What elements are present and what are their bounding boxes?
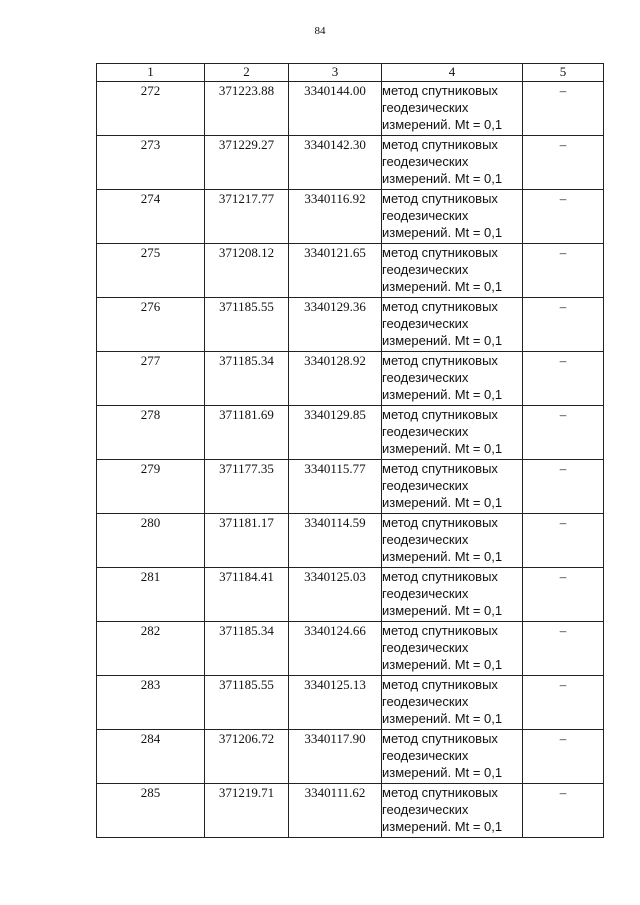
- point-number: 279: [97, 460, 205, 514]
- method-line: измерений. Mt = 0,1: [382, 441, 503, 456]
- point-number: 278: [97, 406, 205, 460]
- method-line: метод спутниковых: [382, 137, 498, 152]
- coordinate-y: 3340125.13: [289, 676, 382, 730]
- point-number: 283: [97, 676, 205, 730]
- method-line: измерений. Mt = 0,1: [382, 333, 503, 348]
- method-cell: [382, 784, 523, 838]
- column-5-value: –: [523, 622, 604, 676]
- method-cell: [382, 406, 523, 460]
- table-row: [97, 244, 604, 298]
- method-line: геодезических: [382, 154, 469, 169]
- table-row: [97, 568, 604, 622]
- coordinate-x: 371185.34: [205, 622, 289, 676]
- point-number: 277: [97, 352, 205, 406]
- page-number: 84: [314, 25, 326, 37]
- coordinate-x: 371206.72: [205, 730, 289, 784]
- point-number: 275: [97, 244, 205, 298]
- point-number: 285: [97, 784, 205, 838]
- point-number: 276: [97, 298, 205, 352]
- method-line: метод спутниковых: [382, 569, 498, 584]
- method-line: измерений. Mt = 0,1: [382, 549, 503, 564]
- method-line: геодезических: [382, 640, 469, 655]
- table-row: [97, 676, 604, 730]
- method-line: измерений. Mt = 0,1: [382, 171, 503, 186]
- point-number: 274: [97, 190, 205, 244]
- method-line: метод спутниковых: [382, 623, 498, 638]
- table-row: [97, 298, 604, 352]
- coordinate-y: 3340129.85: [289, 406, 382, 460]
- coordinate-x: 371219.71: [205, 784, 289, 838]
- point-number: 273: [97, 136, 205, 190]
- coordinate-y: 3340115.77: [289, 460, 382, 514]
- coordinate-x: 371217.77: [205, 190, 289, 244]
- method-line: измерений. Mt = 0,1: [382, 387, 503, 402]
- column-5-value: –: [523, 352, 604, 406]
- method-line: метод спутниковых: [382, 677, 498, 692]
- method-line: геодезических: [382, 586, 469, 601]
- method-cell: [382, 460, 523, 514]
- table-row: [97, 82, 604, 136]
- method-line: измерений. Mt = 0,1: [382, 225, 503, 240]
- method-cell: [382, 298, 523, 352]
- column-header-4: 4: [382, 64, 523, 82]
- coordinate-y: 3340142.30: [289, 136, 382, 190]
- column-5-value: –: [523, 298, 604, 352]
- table-body: [97, 82, 604, 838]
- method-line: метод спутниковых: [382, 515, 498, 530]
- coordinate-x: 371185.55: [205, 298, 289, 352]
- coordinate-y: 3340111.62: [289, 784, 382, 838]
- method-line: измерений. Mt = 0,1: [382, 279, 503, 294]
- method-line: геодезических: [382, 424, 469, 439]
- method-line: метод спутниковых: [382, 731, 498, 746]
- column-5-value: –: [523, 406, 604, 460]
- point-number: 282: [97, 622, 205, 676]
- method-line: метод спутниковых: [382, 407, 498, 422]
- method-line: геодезических: [382, 748, 469, 763]
- column-5-value: –: [523, 784, 604, 838]
- method-cell: [382, 190, 523, 244]
- column-header-1: 1: [97, 64, 205, 82]
- method-line: метод спутниковых: [382, 299, 498, 314]
- table-row: [97, 352, 604, 406]
- table-row: [97, 730, 604, 784]
- point-number: 284: [97, 730, 205, 784]
- coordinate-x: 371181.17: [205, 514, 289, 568]
- coordinate-x: 371223.88: [205, 82, 289, 136]
- coordinates-table: [96, 63, 604, 838]
- coordinate-y: 3340144.00: [289, 82, 382, 136]
- method-cell: [382, 568, 523, 622]
- coordinate-y: 3340128.92: [289, 352, 382, 406]
- coordinate-x: 371184.41: [205, 568, 289, 622]
- coordinate-x: 371185.34: [205, 352, 289, 406]
- method-line: измерений. Mt = 0,1: [382, 657, 503, 672]
- table-row: [97, 514, 604, 568]
- coordinate-y: 3340124.66: [289, 622, 382, 676]
- coordinate-x: 371229.27: [205, 136, 289, 190]
- method-cell: [382, 136, 523, 190]
- table-row: [97, 190, 604, 244]
- method-cell: [382, 514, 523, 568]
- column-header-3: 3: [289, 64, 382, 82]
- method-cell: [382, 82, 523, 136]
- table-row: [97, 622, 604, 676]
- coordinate-y: 3340114.59: [289, 514, 382, 568]
- method-cell: [382, 730, 523, 784]
- column-5-value: –: [523, 244, 604, 298]
- method-cell: [382, 622, 523, 676]
- column-5-value: –: [523, 730, 604, 784]
- coordinate-x: 371177.35: [205, 460, 289, 514]
- method-line: измерений. Mt = 0,1: [382, 819, 503, 834]
- method-line: метод спутниковых: [382, 353, 498, 368]
- method-line: измерений. Mt = 0,1: [382, 117, 503, 132]
- method-line: геодезических: [382, 478, 469, 493]
- coordinate-y: 3340129.36: [289, 298, 382, 352]
- table-row: [97, 406, 604, 460]
- method-line: метод спутниковых: [382, 785, 498, 800]
- method-line: геодезических: [382, 802, 469, 817]
- coordinate-x: 371185.55: [205, 676, 289, 730]
- column-header-2: 2: [205, 64, 289, 82]
- method-line: метод спутниковых: [382, 191, 498, 206]
- table-row: [97, 460, 604, 514]
- method-line: геодезических: [382, 100, 469, 115]
- point-number: 272: [97, 82, 205, 136]
- table-row: [97, 784, 604, 838]
- method-cell: [382, 244, 523, 298]
- method-line: измерений. Mt = 0,1: [382, 495, 503, 510]
- method-line: метод спутниковых: [382, 461, 498, 476]
- method-line: геодезических: [382, 370, 469, 385]
- coordinate-x: 371208.12: [205, 244, 289, 298]
- method-line: измерений. Mt = 0,1: [382, 765, 503, 780]
- column-5-value: –: [523, 82, 604, 136]
- method-line: измерений. Mt = 0,1: [382, 603, 503, 618]
- column-5-value: –: [523, 514, 604, 568]
- column-5-value: –: [523, 136, 604, 190]
- coordinate-y: 3340117.90: [289, 730, 382, 784]
- coordinate-y: 3340125.03: [289, 568, 382, 622]
- method-line: геодезических: [382, 316, 469, 331]
- method-line: геодезических: [382, 262, 469, 277]
- column-5-value: –: [523, 568, 604, 622]
- table-row: [97, 136, 604, 190]
- coordinate-y: 3340121.65: [289, 244, 382, 298]
- column-header-5: 5: [523, 64, 604, 82]
- point-number: 280: [97, 514, 205, 568]
- column-5-value: –: [523, 190, 604, 244]
- method-line: метод спутниковых: [382, 245, 498, 260]
- coordinate-x: 371181.69: [205, 406, 289, 460]
- method-line: измерений. Mt = 0,1: [382, 711, 503, 726]
- point-number: 281: [97, 568, 205, 622]
- method-line: геодезических: [382, 208, 469, 223]
- column-5-value: –: [523, 676, 604, 730]
- column-5-value: –: [523, 460, 604, 514]
- method-line: метод спутниковых: [382, 83, 498, 98]
- method-line: геодезических: [382, 694, 469, 709]
- method-cell: [382, 676, 523, 730]
- coordinate-y: 3340116.92: [289, 190, 382, 244]
- method-cell: [382, 352, 523, 406]
- table-header-row: [97, 64, 604, 82]
- method-line: геодезических: [382, 532, 469, 547]
